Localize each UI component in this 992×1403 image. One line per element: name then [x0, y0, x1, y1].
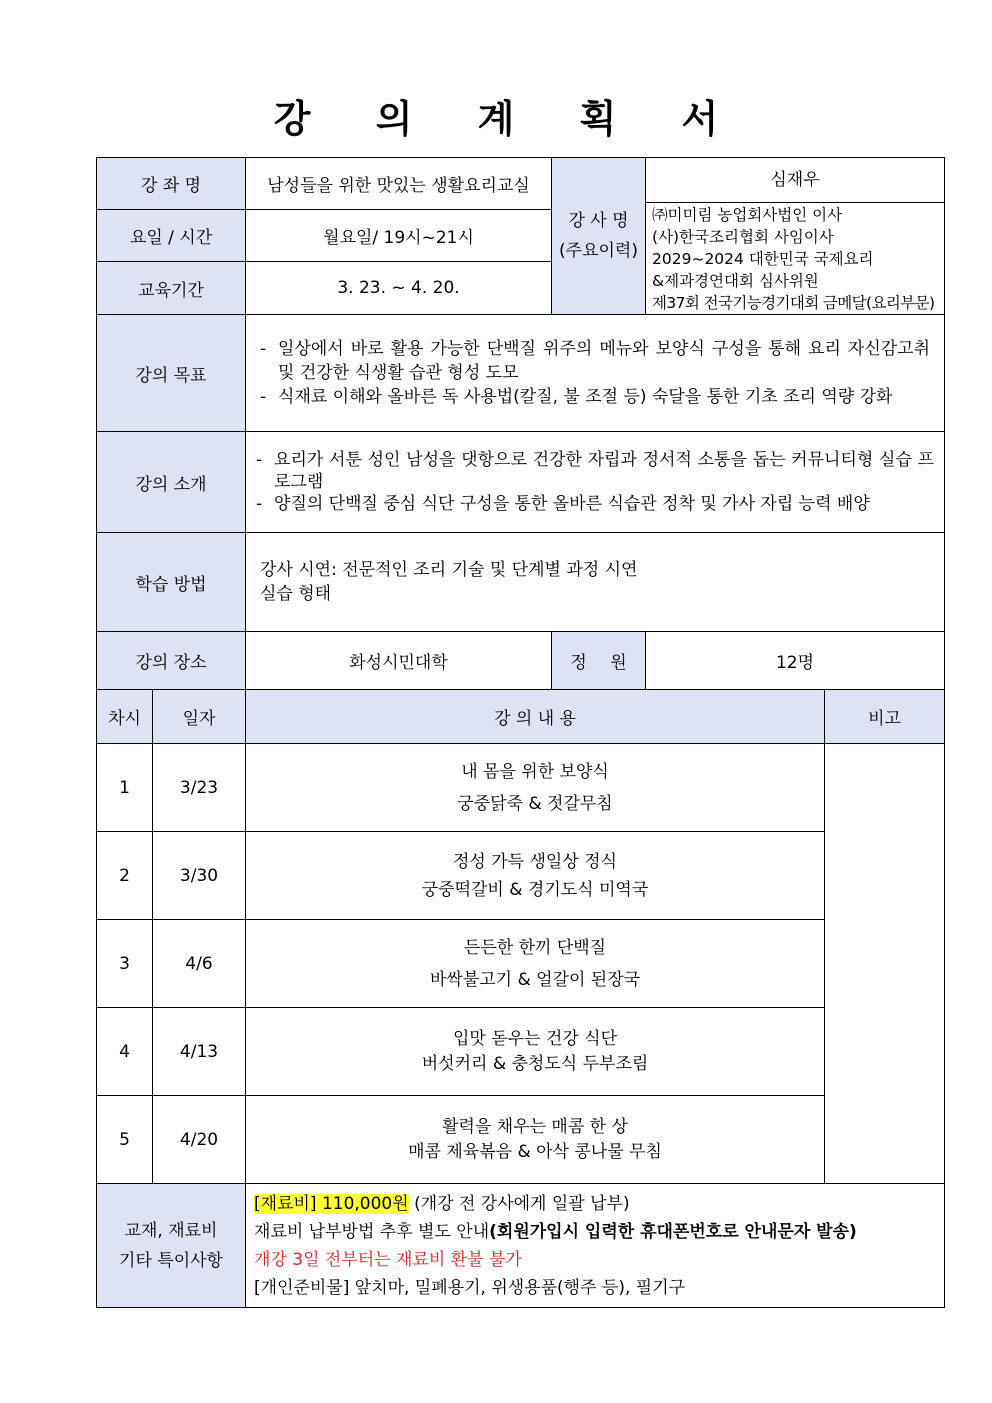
goal-item: - 식재료 이해와 올바른 독 사용법(칼질, 불 조절 등) 숙달을 통한 기초 조리 역량 강화 — [260, 387, 893, 407]
table-row — [97, 920, 945, 1008]
method-line: 강사 시연: 전문적인 조리 기술 및 단계별 과정 시연 — [260, 560, 638, 580]
fee-label-line2: 기타 특이사항 — [119, 1250, 223, 1271]
place-label: 강의 장소 — [97, 632, 246, 690]
intro-content — [246, 432, 945, 533]
lesson-number: 1 — [97, 744, 153, 832]
lesson-date: 3/23 — [153, 744, 246, 832]
method-line: 실습 형태 — [260, 584, 332, 604]
page-title: 강 의 계 획 서 — [273, 97, 745, 141]
instructor-label-line1: 강 사 명 — [568, 211, 629, 231]
course-name: 남성들을 위한 맛있는 생활요리교실 — [246, 158, 552, 210]
lesson-content — [246, 1008, 825, 1096]
note-header: 비고 — [825, 690, 945, 744]
capacity-value: 12명 — [646, 632, 945, 690]
goal-label: 강의 목표 — [97, 315, 246, 432]
content-header: 강 의 내 용 — [246, 690, 825, 744]
fee-payment-note: (개강 전 강사에게 일괄 납부) — [408, 1193, 630, 1214]
lesson-number: 4 — [97, 1008, 153, 1096]
lesson-menu: 버섯커리 & 충청도식 두부조림 — [421, 1053, 649, 1074]
schedule-label: 요일 / 시간 — [97, 209, 246, 262]
career-item: ㈜미미림 농업회사법인 이사 — [652, 206, 843, 224]
lesson-menu: 매콤 제육볶음 & 아삭 콩나물 무침 — [408, 1141, 662, 1162]
fee-line — [254, 1190, 936, 1218]
lesson-menu: 궁중닭죽 & 젓갈무침 — [457, 793, 613, 814]
goal-content — [246, 315, 945, 432]
lesson-theme: 내 몸을 위한 보양식 — [461, 761, 609, 782]
lesson-theme: 정성 가득 생일상 정식 — [453, 851, 618, 872]
course-name-label: 강 좌 명 — [97, 158, 246, 210]
lesson-content — [246, 1096, 825, 1184]
intro-item: - 요리가 서툰 성인 남성을 댓항으로 건강한 자립과 정서적 소통을 돕는 커뮤니티형 실습 프로그램 — [256, 450, 935, 492]
career-item: 제37회 전국기능경기대회 금메달(요리부문) — [652, 294, 935, 312]
fee-label — [97, 1184, 246, 1308]
lesson-number: 3 — [97, 920, 153, 1008]
lesson-date: 4/20 — [153, 1096, 246, 1184]
refund-warning: 개강 3일 전부터는 재료비 환불 불가 — [254, 1249, 522, 1270]
lesson-content — [246, 832, 825, 920]
lecture-plan-table — [96, 157, 945, 1308]
schedule: 월요일/ 19시~21시 — [246, 209, 552, 262]
career-item: (사)한국조리협회 사임이사 — [652, 228, 834, 246]
fee-line — [254, 1218, 936, 1246]
intro-item: - 양질의 단백질 중심 식단 구성을 통한 올바른 식습관 정착 및 가사 자립 능력 배양 — [256, 494, 870, 514]
table-row — [97, 744, 945, 832]
career-item: 2029~2024 대한민국 국제요리 — [652, 250, 874, 268]
lesson-number: 2 — [97, 832, 153, 920]
lesson-date: 3/30 — [153, 832, 246, 920]
method-content — [246, 533, 945, 632]
instructor-label — [552, 158, 646, 315]
fee-content — [246, 1184, 945, 1308]
table-row — [97, 832, 945, 920]
personal-supplies: [개인준비물] 앞치마, 밀폐용기, 위생용품(행주 등), 필기구 — [254, 1277, 686, 1298]
lesson-menu: 바싹불고기 & 얼갈이 된장국 — [429, 969, 641, 990]
instructor-cell — [646, 158, 945, 315]
lesson-content — [246, 744, 825, 832]
lesson-date: 4/13 — [153, 1008, 246, 1096]
lesson-theme: 활력을 채우는 매콤 한 상 — [442, 1116, 628, 1137]
instructor-label-line2: (주요이력) — [559, 241, 638, 261]
lesson-number: 5 — [97, 1096, 153, 1184]
career-item: &제과경연대회 심사위원 — [652, 272, 819, 290]
session-header: 차시 — [97, 690, 153, 744]
lesson-theme: 든든한 한끼 단백질 — [463, 937, 607, 958]
lesson-theme: 입맛 돋우는 건강 식단 — [453, 1028, 618, 1049]
date-header: 일자 — [153, 690, 246, 744]
goal-item: - 일상에서 바로 활용 가능한 단백질 위주의 메뉴와 보양식 구성을 통해 요리 자신감고취 및 건강한 식생활 습관 형성 도모 — [260, 339, 931, 383]
capacity-label: 정 원 — [552, 632, 646, 690]
period: 3. 23. ~ 4. 20. — [246, 262, 552, 315]
fee-sms-note: (회원가입시 입력한 휴대폰번호로 안내문자 발송) — [489, 1221, 857, 1242]
lesson-menu: 궁중떡갈비 & 경기도식 미역국 — [421, 879, 649, 900]
instructor-career — [646, 203, 944, 314]
lesson-content — [246, 920, 825, 1008]
method-label: 학습 방법 — [97, 533, 246, 632]
instructor-name: 심재우 — [646, 158, 944, 203]
note-cell — [825, 744, 945, 1184]
fee-amount: [재료비] 110,000원 — [254, 1193, 409, 1214]
table-row — [97, 1096, 945, 1184]
period-label: 교육기간 — [97, 262, 246, 315]
fee-label-line1: 교재, 재료비 — [124, 1220, 218, 1241]
place-value: 화성시민대학 — [246, 632, 552, 690]
intro-label: 강의 소개 — [97, 432, 246, 533]
fee-payment-method: 재료비 납부방법 추후 별도 안내 — [254, 1221, 490, 1242]
lesson-date: 4/6 — [153, 920, 246, 1008]
table-row — [97, 1008, 945, 1096]
